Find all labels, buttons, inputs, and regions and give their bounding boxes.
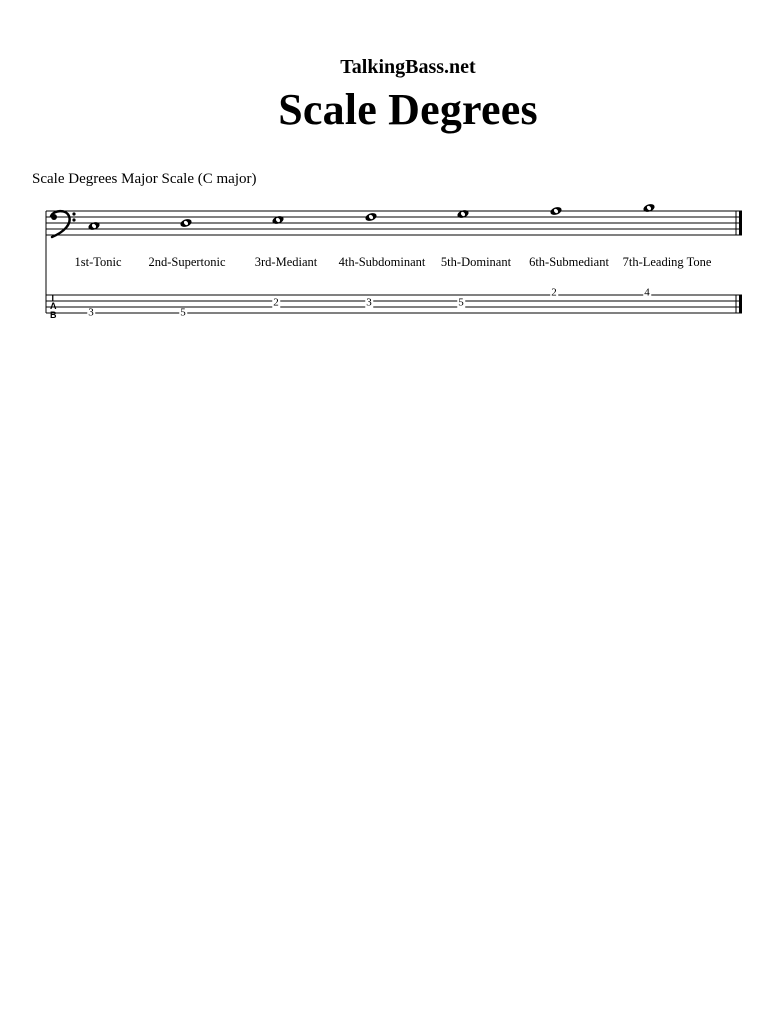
scale-degree-label: 1st-Tonic: [74, 255, 122, 269]
staff-end-barline-thick: [739, 211, 742, 235]
scale-degree-label: 3rd-Mediant: [254, 255, 318, 269]
tab-fret-number: 3: [88, 306, 94, 319]
tab-letter-t: T: [50, 293, 56, 303]
tab-letter-b: B: [50, 310, 57, 320]
scale-degree-label: 7th-Leading Tone: [622, 255, 712, 269]
tab-fret-number: 2: [273, 296, 279, 309]
scale-degree-label: 6th-Submediant: [529, 255, 609, 269]
scale-degree-label: 5th-Dominant: [440, 255, 512, 269]
tab-letter-a: A: [50, 301, 57, 311]
whole-note-f3: [364, 212, 377, 223]
whole-note-b3: [642, 203, 655, 214]
whole-note-d3: [179, 218, 192, 229]
bass-staff: [46, 211, 742, 235]
tab-fret-number: 3: [366, 296, 372, 309]
whole-note-g3: [456, 209, 469, 220]
notation-system: [0, 0, 768, 340]
tab-fret-number: 5: [180, 306, 186, 319]
whole-note-e3: [271, 215, 284, 226]
scale-degree-label: 2nd-Supertonic: [148, 255, 226, 269]
tab-fret-number: 5: [458, 296, 464, 309]
tab-staff: [46, 295, 742, 313]
page-title: Scale Degrees: [278, 85, 538, 134]
site-name: TalkingBass.net: [340, 56, 476, 78]
whole-note-a3: [549, 206, 562, 217]
bass-clef-icon: [51, 211, 76, 237]
whole-note-c3: [87, 221, 100, 232]
tab-fret-number: 2: [551, 286, 557, 299]
scale-degree-label: 4th-Subdominant: [338, 255, 426, 269]
tab-fret-number: 4: [644, 286, 650, 299]
piece-label: Scale Degrees Major Scale (C major): [32, 171, 257, 187]
tab-end-barline-thick: [739, 295, 742, 313]
